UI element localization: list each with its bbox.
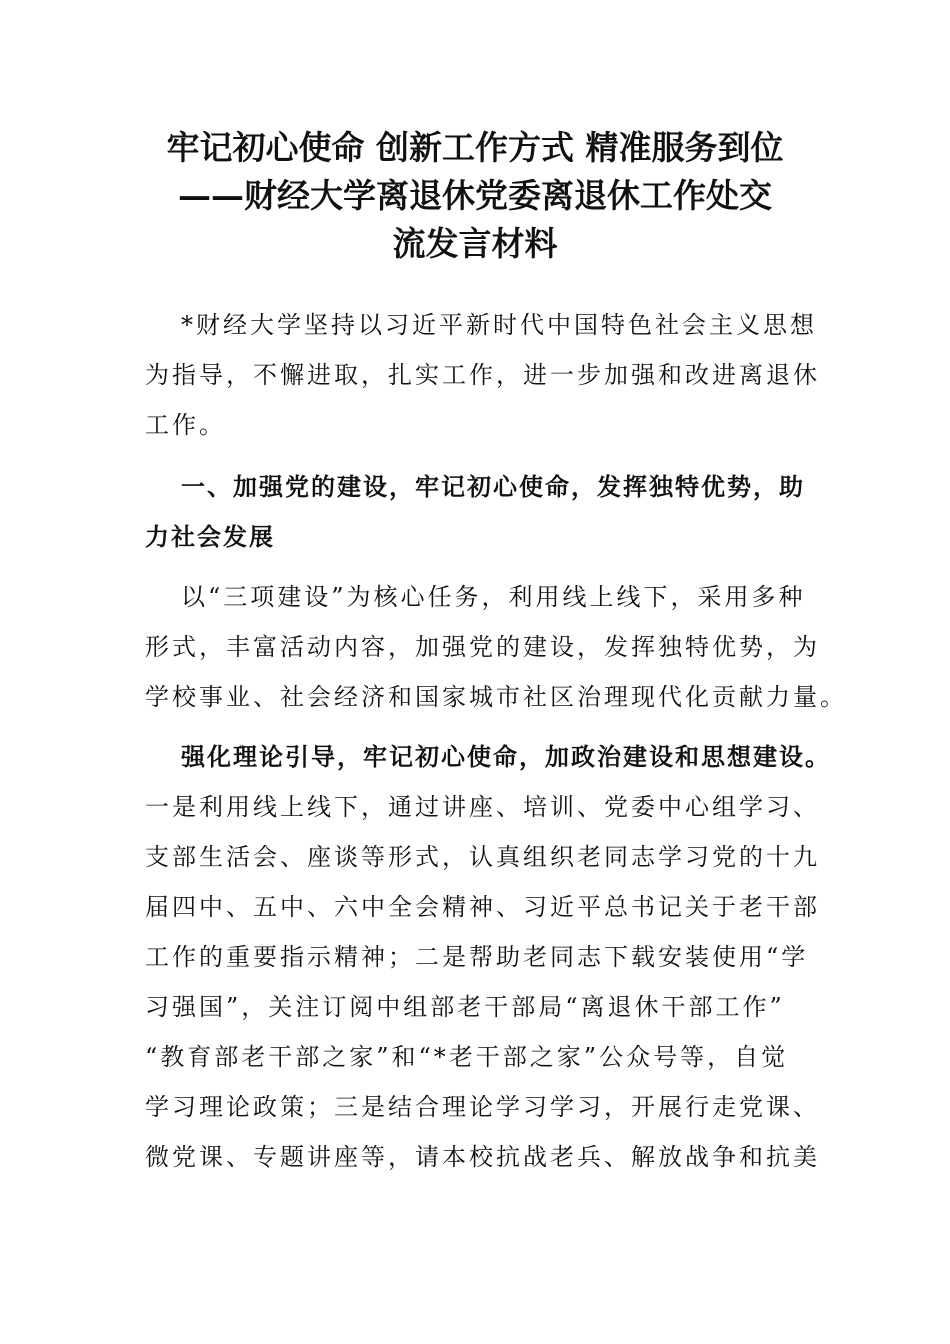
heading-line: 力社会发展 xyxy=(145,522,275,551)
paragraph-line: 一是利用线上线下，通过讲座、培训、党委中心组学习、 xyxy=(145,793,820,821)
paragraph-line: 以“三项建设”为核心任务，利用线上线下，采用多种 xyxy=(181,583,806,611)
section-1-paragraph xyxy=(145,572,847,722)
paragraph-line: 习强国”，关注订阅中组部老干部局“离退休干部工作” xyxy=(145,993,785,1021)
paragraph-line: 届四中、五中、六中全会精神、习近平总书记关于老干部 xyxy=(145,893,820,921)
paragraph-line: 工作的重要指示精神；二是帮助老同志下载安装使用“学 xyxy=(145,943,809,971)
paragraph-line: *财经大学坚持以习近平新时代中国特色社会主义思想 xyxy=(181,311,817,339)
title-line-3: 流发言材料 xyxy=(392,224,558,263)
paragraph-lead-sentence: 强化理论引导，牢记初心使命，加政治建设和思想建设。 xyxy=(181,742,831,771)
paragraph-line: 形式，丰富活动内容，加强党的建设，发挥独特优势，为 xyxy=(145,633,820,661)
paragraph-line: “教育部老干部之家”和“*老干部之家”公众号等，自觉 xyxy=(145,1043,789,1071)
title-line-1: 牢记初心使命 创新工作方式 精准服务到位 xyxy=(166,128,784,167)
heading-line: 一、加强党的建设，牢记初心使命，发挥独特优势，助 xyxy=(181,472,805,501)
section-heading-1 xyxy=(145,462,815,562)
document-title xyxy=(120,124,830,268)
paragraph-line: 学校事业、社会经济和国家城市社区治理现代化贡献力量。 xyxy=(145,683,847,711)
paragraph-line: 为指导，不懈进取，扎实工作，进一步加强和改进离退休 xyxy=(145,361,820,389)
theory-guidance-paragraph xyxy=(145,732,831,1182)
title-line-2: ——财经大学离退休党委离退休工作处交 xyxy=(178,176,772,215)
paragraph-line: 微党课、专题讲座等，请本校抗战老兵、解放战争和抗美 xyxy=(145,1143,820,1171)
paragraph-line: 支部生活会、座谈等形式，认真组织老同志学习党的十九 xyxy=(145,843,820,871)
paragraph-line: 工作。 xyxy=(145,411,226,439)
intro-paragraph xyxy=(145,300,820,450)
paragraph-line: 学习理论政策；三是结合理论学习学习，开展行走党课、 xyxy=(145,1093,820,1121)
